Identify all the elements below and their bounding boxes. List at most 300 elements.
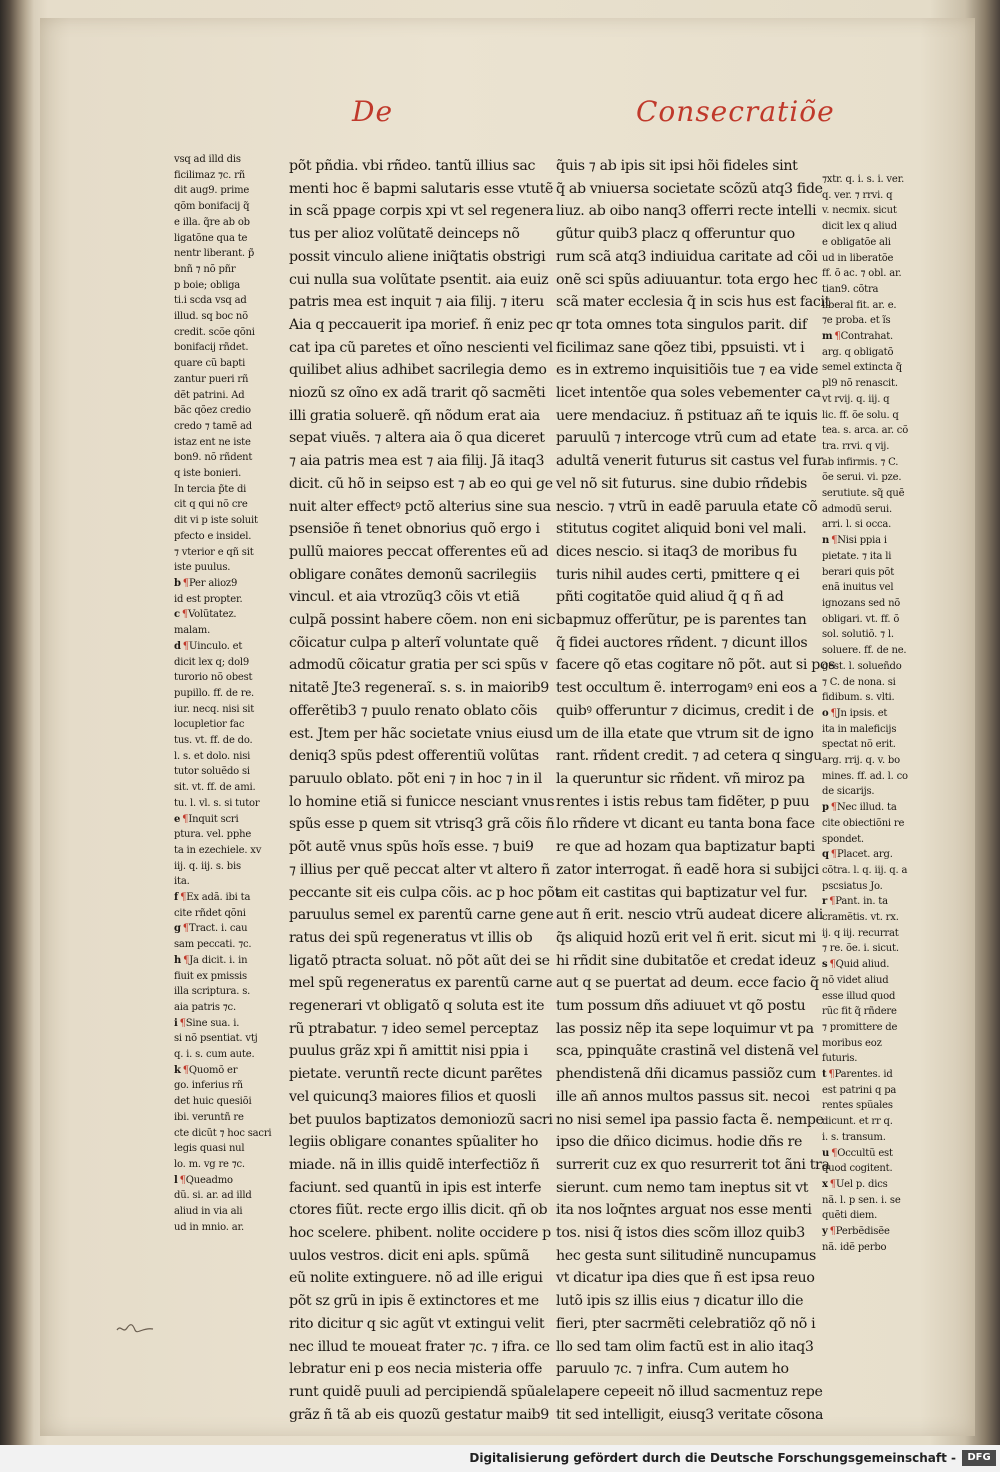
- gloss-line: illud. sq boc nõ: [174, 311, 248, 323]
- gloss-note-text: tea. s. arca. ar. cõ: [822, 425, 909, 437]
- main-text-line: ipso die dñico dicimus. hodie dñs re: [556, 1134, 803, 1151]
- gloss-note-text: moribus eoz: [822, 1037, 882, 1049]
- main-text-line: paruulũ ⁊ intercoge vtrũ cum ad etate: [556, 430, 817, 447]
- gloss-note-mark: m: [822, 331, 833, 343]
- paragraph-mark-icon: ¶: [182, 640, 189, 652]
- main-text-line: onẽ sci spũs adiuuantur. tota ergo hec: [556, 271, 818, 288]
- gloss-note-line: [822, 753, 922, 769]
- gloss-note-line: [174, 1157, 276, 1173]
- gloss-note-text: berari quis põt: [822, 566, 895, 578]
- gloss-note-mark: q: [822, 849, 829, 861]
- paragraph-mark-icon: ¶: [830, 707, 837, 719]
- paragraph-mark-icon: ¶: [831, 1147, 838, 1159]
- main-text-line: ille añ annos multos passus sit. necoi: [556, 1088, 810, 1105]
- gloss-note-line: [822, 627, 922, 643]
- gloss-note-line: [822, 989, 922, 1005]
- main-text-line: pietate. veruntñ recte dicunt parẽtes: [289, 1066, 543, 1083]
- gloss-note-text: Uinculo. et: [188, 640, 243, 652]
- gloss-note-text: cramẽtis. vt. rx.: [822, 912, 899, 924]
- gloss-note-line: [822, 1051, 922, 1067]
- main-text-line: tos. nisi q̃ istos dies scõm illoz quib3: [556, 1225, 805, 1242]
- gloss-note-line: [822, 1193, 922, 1209]
- main-text-line: peccante sit eis culpa cõis. ac p hoc põt: [289, 884, 560, 901]
- main-text-line: cui nulla sua volũtate psentit. aia euiz: [289, 271, 549, 288]
- gloss-note-line: [822, 1208, 922, 1224]
- gloss-note-line: [822, 769, 922, 785]
- gloss-note-text: Perbẽdisẽe: [835, 1226, 890, 1238]
- main-text-line: facere qõ etas cogitare nõ põt. aut si pos: [556, 657, 836, 674]
- gloss-note-text: mines. ff. ad. l. co: [822, 770, 908, 782]
- paragraph-mark-icon: ¶: [183, 954, 190, 966]
- gloss-note-text: aia patris ⁊c.: [174, 1001, 236, 1013]
- main-text-line: q̃s aliquid hozũ erit vel ñ erit. sicut mi: [556, 929, 816, 946]
- gloss-note-line: [822, 329, 922, 345]
- gloss-note-mark: x: [822, 1179, 828, 1190]
- gloss-note-text: pupillo. ff. de re.: [174, 687, 255, 699]
- gloss-note-text: l. s. et dolo. nisi: [174, 750, 251, 762]
- gloss-right-column: [822, 172, 922, 1253]
- main-text-line: liuz. ab oibo nanq3 offerri recte intelli: [556, 203, 817, 220]
- gloss-note-text: est patrini q pa: [822, 1084, 897, 1096]
- gloss-note-line: [174, 874, 276, 890]
- main-text-line: lebratur eni p eos necia misteria offe: [289, 1361, 543, 1378]
- gloss-note-text: Sine sua. i.: [185, 1017, 240, 1029]
- main-text-line: las possiz nẽp ita sepe loquimur vt pa: [556, 1020, 814, 1037]
- gloss-note-line: [822, 502, 922, 518]
- main-text-line: phendistenã dñi dicamus passiõz cum: [556, 1066, 816, 1083]
- gloss-note-line: [174, 1000, 276, 1016]
- gloss-note-text: Occultũ est: [837, 1147, 893, 1159]
- gloss-line: v. necmix. sicut: [822, 205, 897, 217]
- gloss-note-line: [174, 1078, 276, 1094]
- gloss-note-text: dũ. si. ar. ad illd: [174, 1190, 252, 1202]
- gloss-line: qõm bonifacij q̃: [174, 201, 250, 213]
- main-text-line: vel nõ sit futurus. sine dubio rñdebis: [556, 475, 807, 492]
- paragraph-mark-icon: ¶: [830, 849, 837, 861]
- gloss-line: p boie; obliga: [174, 279, 241, 291]
- main-text-line: ligatõ ptracta soluat. nõ põt aũt dei se: [289, 952, 550, 969]
- gloss-note-text: det huic quesiõi: [174, 1096, 252, 1108]
- gloss-note-line: [174, 576, 276, 592]
- gloss-note-mark: u: [822, 1147, 830, 1159]
- main-text-line: llo sed tam olim factũ est in alio itaq3: [556, 1338, 814, 1355]
- main-text-line: qr tota omnes tota singulos parit. dif: [556, 316, 807, 333]
- running-head-left: De: [352, 95, 394, 128]
- main-text-line: ⁊ aia patris mea est ⁊ aia filij. Jã itaq3: [289, 453, 545, 470]
- gloss-note-line: [174, 1204, 276, 1220]
- gloss-note-text: arg. rrij. q. v. bo: [822, 755, 900, 767]
- main-text-line: mel spũ regeneratus ex parentũ carne: [289, 975, 553, 992]
- gloss-note-text: Quid aliud.: [835, 959, 890, 971]
- gloss-note-text: ta in ezechiele. xv: [174, 844, 262, 856]
- gloss-note-line: [822, 816, 922, 832]
- main-text-line: cat ipa cũ paretes et oĩno nescienti vel: [289, 339, 553, 356]
- paragraph-mark-icon: ¶: [829, 1226, 836, 1238]
- gloss-line: iste puulus.: [174, 562, 231, 574]
- gloss-note-mark: n: [822, 535, 830, 547]
- gloss-note-line: [174, 717, 276, 733]
- gloss-note-line: [822, 1146, 922, 1162]
- gloss-note-text: tus. vt. ff. de do.: [174, 735, 253, 747]
- main-text-line: quilibet alius adhibet sacrilegia demo: [289, 362, 547, 379]
- gloss-note-mark: b: [174, 577, 181, 589]
- main-text-line: uulos vestros. dicit eni apls. spũmã: [289, 1247, 530, 1264]
- paragraph-mark-icon: ¶: [829, 1179, 836, 1190]
- gloss-note-line: [822, 832, 922, 848]
- gloss-note-text: fidibum. s. vlti.: [822, 692, 895, 704]
- gloss-note-line: [822, 345, 922, 361]
- gloss-note-text: quẽti diem.: [822, 1210, 878, 1222]
- gloss-line: istaz ent ne iste: [174, 436, 251, 448]
- gloss-note-text: i. s. transum.: [822, 1131, 886, 1143]
- gloss-line: cit q qui nõ cre: [174, 499, 248, 511]
- paragraph-mark-icon: ¶: [180, 892, 187, 904]
- gloss-line: zantur pueri rñ: [174, 373, 249, 385]
- main-text-line: illi gratia soluerẽ. qñ nõdum erat aia: [289, 407, 540, 424]
- main-text-line: uere mendaciuz. ñ pstituaz añ te iquis: [556, 407, 818, 424]
- main-text-line: miade. nã in illis quidẽ interfectiõz ñ: [289, 1156, 540, 1173]
- gloss-line: dit aug9. prime: [174, 185, 250, 197]
- gloss-note-text: obligari. vt. ff. õ: [822, 613, 900, 625]
- paragraph-mark-icon: ¶: [830, 802, 837, 814]
- paragraph-mark-icon: ¶: [179, 1017, 186, 1029]
- gloss-note-line: [822, 737, 922, 753]
- main-text-line: deniq3 spũs pdest offerentiũ volũtas: [289, 748, 539, 765]
- gloss-note-line: [174, 827, 276, 843]
- paragraph-mark-icon: ¶: [179, 1174, 186, 1186]
- gloss-note-line: [822, 1161, 922, 1177]
- gloss-note-text: de sicarijs.: [822, 786, 875, 798]
- gloss-note-line: [822, 973, 922, 989]
- gloss-note-line: [822, 957, 922, 973]
- main-text-line: ficilimaz sane qõez tibi, ppsuisti. vt i: [556, 339, 805, 356]
- gloss-note-text: spectat nõ erit.: [822, 739, 896, 751]
- main-text-line: hi rñdit sine dubitatõe et credat ideuz: [556, 952, 816, 969]
- gloss-note-line: [822, 455, 922, 471]
- gloss-note-line: [822, 1240, 922, 1256]
- gloss-note-line: [822, 392, 922, 408]
- main-text-line: paruulus semel ex parentũ carne gene: [289, 907, 554, 924]
- gloss-note-line: [174, 1188, 276, 1204]
- gloss-note-mark: y: [822, 1226, 828, 1238]
- gloss-note-text: lic. ff. õe solu. q: [822, 409, 899, 421]
- main-text-line: ita nos loq̃ntes arguat nos esse menti: [556, 1202, 812, 1219]
- gloss-note-text: dicunt. et rr q.: [822, 1116, 893, 1128]
- gloss-note-line: [174, 749, 276, 765]
- gloss-note-line: [174, 702, 276, 718]
- gloss-note-text: õe serui. vi. pze.: [822, 472, 902, 484]
- main-text-line: offerẽtib3 ⁊ puulo renato oblato cõis: [289, 702, 538, 719]
- main-text-line: rant. rñdent credit. ⁊ ad cetera q singu: [556, 748, 822, 765]
- main-text-line: nuit alter effectꝰ pctõ alterius sine sua: [289, 498, 551, 515]
- gloss-line: pfecto e insidel.: [174, 530, 252, 542]
- gloss-note-text: ⁊ promittere de: [822, 1021, 898, 1033]
- paragraph-mark-icon: ¶: [834, 331, 841, 343]
- gloss-line: vsq ad illd dis: [174, 154, 241, 165]
- gloss-note-line: [822, 376, 922, 392]
- gloss-note-text: cite obiectiõni re: [822, 817, 905, 829]
- gloss-note-line: [174, 953, 276, 969]
- gloss-line: credit. scõe qõni: [174, 326, 255, 338]
- gloss-note-line: [174, 780, 276, 796]
- gloss-line: ti.i scda vsq ad: [174, 295, 247, 307]
- gloss-line: q iste bonieri.: [174, 468, 242, 480]
- gloss-note-line: [822, 423, 922, 439]
- gloss-line: bon9. nõ rñdent: [174, 452, 253, 464]
- gloss-note-text: ptura. vel. pphe: [174, 829, 252, 841]
- gloss-note-mark: k: [174, 1064, 181, 1076]
- main-text-line: in scã ppage corpis xpi vt sel regenera: [289, 203, 554, 220]
- gloss-note-line: [822, 1004, 922, 1020]
- gloss-note-line: [174, 812, 276, 828]
- gloss-note-text: Contrahat.: [840, 331, 894, 343]
- gloss-line: nentr liberant. p̃: [174, 248, 255, 260]
- gloss-line: ⁊ vterior e qñ sit: [174, 546, 254, 558]
- gloss-note-text: lo. m. vg re ⁊c.: [174, 1159, 245, 1170]
- main-text-line: q̃ fidei auctores rñdent. ⁊ dicunt illos: [556, 634, 808, 651]
- gloss-note-text: tu. l. vl. s. si tutor: [174, 797, 260, 809]
- gloss-note-text: tutor soluẽdo si: [174, 766, 250, 778]
- gloss-note-text: locupletior fac: [174, 719, 245, 731]
- main-text-line: vel quicunq3 maiores filios et quosli: [289, 1088, 536, 1105]
- paragraph-mark-icon: ¶: [829, 959, 836, 971]
- gloss-note-text: enã inuitus vel: [822, 582, 894, 594]
- main-text-line: gũtur quib3 placz q offeruntur quo: [556, 226, 795, 243]
- gloss-note-line: [822, 706, 922, 722]
- gloss-note-line: [174, 921, 276, 937]
- gloss-note-line: [822, 517, 922, 533]
- main-text-line: aut ñ erit. nescio vtrũ audeat dicere ali: [556, 907, 823, 924]
- main-text-line: re que ad hozam qua baptizatur bapti: [556, 839, 815, 856]
- gloss-note-text: legis quasi nul: [174, 1143, 245, 1155]
- gloss-note-mark: d: [174, 640, 181, 652]
- gloss-note-line: [822, 612, 922, 628]
- main-text-line: faciunt. sed quantũ in ipis est interfe: [289, 1179, 542, 1196]
- gloss-note-line: [822, 1177, 922, 1193]
- gloss-note-text: Jn ipsis. et: [836, 707, 888, 719]
- main-text-line: licet intentõe qua soles vebementer ca: [556, 385, 821, 402]
- gloss-note-text: Queadmo: [185, 1174, 233, 1186]
- gloss-note-mark: f: [174, 892, 179, 904]
- gloss-note-line: [822, 1114, 922, 1130]
- main-text-line: vt dicatur ipa dies que ñ est ipsa reuo: [556, 1270, 815, 1287]
- main-text-line: psensiõe ñ tenet obnorius quõ ergo i: [289, 521, 540, 538]
- gloss-note-line: [174, 1110, 276, 1126]
- gloss-note-line: [174, 843, 276, 859]
- gloss-note-text: iur. necq. nisi sit: [174, 703, 255, 715]
- main-text-line: um de illa etate que vtrum sit de igno: [556, 725, 814, 742]
- gloss-line: bonifacij rñdet.: [174, 342, 249, 354]
- gloss-line: ud in liberatõe: [822, 252, 894, 264]
- gloss-line: dicit lex q aliud: [822, 221, 897, 233]
- gloss-note-text: Nec illud. ta: [836, 802, 897, 814]
- gloss-note-line: [174, 969, 276, 985]
- main-text-line: nescio. ⁊ vtrũ in eadẽ paruula etate cõ: [556, 498, 818, 515]
- gloss-note-text: spondet.: [822, 833, 864, 845]
- footer-bar: [0, 1445, 1000, 1472]
- gloss-line: quare cũ bapti: [174, 358, 246, 370]
- pen-scribble: [115, 1322, 155, 1334]
- gloss-line: ff. õ ac. ⁊ obl. ar.: [822, 268, 902, 280]
- main-text-line: sca, ppinquãte crastinã vel distenã vel: [556, 1043, 819, 1060]
- main-text-line: possit vinculo aliene iniq̃tatis obstrigi: [289, 248, 546, 265]
- gloss-note-line: [174, 984, 276, 1000]
- gloss-line: ficilimaz ⁊c. rñ: [174, 169, 245, 181]
- main-text-line: bapmuz offerũtur, pe is parentes tan: [556, 612, 807, 629]
- gloss-note-line: [174, 607, 276, 623]
- gloss-note-line: [822, 1083, 922, 1099]
- gloss-note-text: iij. q. iij. s. bis: [174, 860, 241, 872]
- gloss-line: liberal fit. ar. e.: [822, 299, 897, 311]
- main-text-line: sierunt. cum nemo tam ineptus sit vt: [556, 1179, 809, 1196]
- gloss-note-mark: h: [174, 954, 182, 966]
- gloss-note-text: ita.: [174, 876, 190, 888]
- gloss-note-text: pl9 nõ renascit.: [822, 378, 898, 390]
- gloss-note-text: Per alioz9: [188, 577, 238, 589]
- main-text-line: rito dicitur q sic agũt vt extingui velit: [289, 1315, 545, 1332]
- gloss-note-line: [174, 859, 276, 875]
- main-text-line: dicit. cũ hõ in seipso est ⁊ ab eo qui ge: [289, 475, 553, 492]
- gloss-note-line: [822, 596, 922, 612]
- gloss-note-text: rentes spũales: [822, 1100, 893, 1112]
- gloss-note-text: semel extincta q̃: [822, 362, 903, 374]
- gloss-note-text: Volũtatez.: [188, 609, 237, 621]
- main-text-line: hec gesta sunt silitudinẽ nuncupamus: [556, 1247, 816, 1264]
- main-text-line: nec illud te moueat frater ⁊c. ⁊ ifra. ce: [289, 1338, 550, 1355]
- gloss-left-column: [174, 152, 276, 1233]
- gloss-note-line: [822, 1020, 922, 1036]
- gloss-note-text: sol. solutiõ. ⁊ l.: [822, 629, 894, 641]
- gloss-note-text: ⁊ C. de nona. si: [822, 676, 896, 688]
- main-text-line: lutõ ipis sz illis eius ⁊ dicatur illo die: [556, 1293, 804, 1310]
- main-text-line: dices nescio. si itaq3 de moribus fu: [556, 543, 798, 560]
- main-text-line: niozũ sz oĩno ex adã trarit qõ sacmẽti: [289, 385, 546, 402]
- gloss-note-text: Parentes. id: [834, 1069, 893, 1081]
- gloss-note-line: [174, 1031, 276, 1047]
- gloss-note-line: [822, 565, 922, 581]
- gloss-note-text: vt rvij. q. iij. q: [822, 393, 890, 405]
- gloss-note-line: [822, 580, 922, 596]
- main-text-line: põt sz grũ in ipis ẽ extinctores et me: [289, 1293, 539, 1310]
- gloss-note-mark: e: [174, 813, 181, 825]
- gloss-note-line: [174, 623, 276, 639]
- gloss-note-line: [822, 894, 922, 910]
- main-text-line: legiis obligare conantes spũaliter ho: [289, 1134, 539, 1151]
- gloss-note-text: Ex adã. ibi ta: [186, 892, 251, 904]
- main-text-line: Aia q peccauerit ipa morief. ñ eniz pec: [289, 316, 553, 333]
- main-text-line: hoc scelere. phibent. nolite occidere p: [289, 1225, 551, 1242]
- gloss-note-text: Pant. in. ta: [835, 896, 888, 908]
- gloss-note-line: [174, 1063, 276, 1079]
- gloss-note-text: ibi. veruntñ re: [174, 1111, 244, 1123]
- gloss-note-line: [822, 1130, 922, 1146]
- gloss-note-line: [822, 847, 922, 863]
- gloss-note-line: [822, 533, 922, 549]
- main-text-line: regenerari vt obligatõ q soluta est ite: [289, 998, 545, 1015]
- main-text-line: test occultum ẽ. interrogamꝰ eni eos a: [556, 680, 818, 697]
- main-text-line: puulus grãz xpi ñ amittit nisi ppia i: [289, 1043, 528, 1060]
- gloss-note-mark: l: [174, 1174, 178, 1186]
- main-text-line: ⁊ illius per quẽ peccat alter vt altero ñ: [289, 861, 550, 878]
- main-text-line: stitutus cogitet aliquid boni vel mali.: [556, 521, 807, 538]
- gloss-note-line: [822, 1036, 922, 1052]
- gloss-note-text: Nisi ppia i: [837, 535, 887, 547]
- main-text-line: culpã possint habere cõem. non eni sic: [289, 612, 556, 629]
- main-text-line: ratus dei spũ regeneratus vt illis ob: [289, 929, 533, 946]
- gloss-note-text: pietate. ⁊ ita li: [822, 550, 892, 562]
- gloss-note-line: [822, 863, 922, 879]
- gloss-note-line: [174, 686, 276, 702]
- gloss-note-line: [174, 592, 276, 608]
- gloss-note-line: [174, 937, 276, 953]
- gloss-note-line: [174, 1016, 276, 1032]
- main-text-line: patris mea est inquit ⁊ aia filij. ⁊ iteru: [289, 294, 544, 311]
- paragraph-mark-icon: ¶: [182, 813, 189, 825]
- funding-note: Digitalisierung gefördert durch die Deutsche Forschungsgemeinschaft -: [469, 1451, 956, 1465]
- gloss-note-text: rũc fit q̃ rñdere: [822, 1006, 897, 1018]
- gloss-note-text: arg. q obligatõ: [822, 346, 894, 358]
- gloss-note-text: sam peccati. ⁊c.: [174, 939, 252, 951]
- gloss-note-mark: t: [822, 1069, 827, 1081]
- main-text-line: spũs esse p quem sit vtrisq3 grã cõis ñ: [289, 816, 555, 833]
- gloss-line: dẽt patrini. Ad: [174, 389, 245, 401]
- gloss-note-text: cte dicũt ⁊ hoc sacri: [174, 1127, 272, 1139]
- main-text-line: aut q se puertat ad deum. ecce facio q̃: [556, 975, 819, 992]
- gloss-note-text: ud in mnio. ar.: [174, 1221, 244, 1233]
- gloss-note-line: [174, 1220, 276, 1236]
- gloss-note-line: [822, 690, 922, 706]
- main-text-line: scã mater ecclesia q̃ in scis hus est facit: [556, 294, 830, 311]
- main-text-line: eũ nolite extinguere. nõ ad ille erigui: [289, 1270, 543, 1287]
- gloss-note-line: [174, 890, 276, 906]
- main-text-line: lo rñdere vt dicant eu tanta bona face: [556, 816, 815, 833]
- gloss-note-line: [174, 655, 276, 671]
- gloss-note-line: [822, 926, 922, 942]
- gloss-note-text: go. inferius rñ: [174, 1080, 243, 1092]
- gloss-note-text: aliud in via ali: [174, 1206, 243, 1218]
- gloss-note-line: [174, 906, 276, 922]
- gloss-note-text: sit. vt. ff. de ami.: [174, 782, 256, 794]
- main-text-line: pullũ maiores peccat offerentes eũ ad: [289, 543, 549, 560]
- main-text-line: vincul. et aia vtrozũq3 cõis vt etiã: [289, 589, 520, 606]
- main-text-line: zator interrogat. ñ eadẽ hora si subijci: [556, 861, 819, 878]
- gloss-note-line: [174, 1173, 276, 1189]
- gloss-line: credo ⁊ tamẽ ad: [174, 420, 252, 432]
- gloss-note-mark: i: [174, 1017, 178, 1029]
- gloss-line: bnñ ⁊ nõ pñr: [174, 263, 236, 275]
- gloss-note-text: tra. rrvi. q vij.: [822, 440, 890, 452]
- gloss-note-text: Tract. i. cau: [188, 923, 248, 935]
- main-text-line: põt autẽ vnus spũs hoĩs esse. ⁊ bui9: [289, 839, 534, 856]
- gloss-note-line: [822, 643, 922, 659]
- main-text-line: nitatẽ Jte3 regeneraĩ. s. s. in maiorib9: [289, 680, 549, 697]
- main-text-line: bet puulos baptizatos demoniozũ sacri: [289, 1111, 553, 1128]
- gloss-note-line: [822, 549, 922, 565]
- gloss-note-line: [822, 941, 922, 957]
- main-text-line: rũ ptrabatur. ⁊ ideo semel perceptaz: [289, 1020, 538, 1037]
- main-text-line: põt pñdia. vbi rñdeo. tantũ illius sac: [289, 158, 536, 174]
- gloss-line: bãc qõez credio: [174, 405, 251, 417]
- gloss-note-text: esse illud quod: [822, 990, 896, 1002]
- gloss-note-text: soluere. ff. de ne.: [822, 645, 907, 657]
- main-text-line: lapere cepeeit nõ illud sacmentuz repe: [556, 1383, 823, 1400]
- gloss-line: ligatõne qua te: [174, 232, 248, 244]
- gloss-note-line: [174, 1141, 276, 1157]
- gloss-note-mark: p: [822, 802, 829, 814]
- main-text-line: rentes i istis rebus tam fidẽter, p puu: [556, 793, 810, 810]
- gloss-note-line: [822, 722, 922, 738]
- gloss-line: dit vi p iste soluit: [174, 515, 258, 527]
